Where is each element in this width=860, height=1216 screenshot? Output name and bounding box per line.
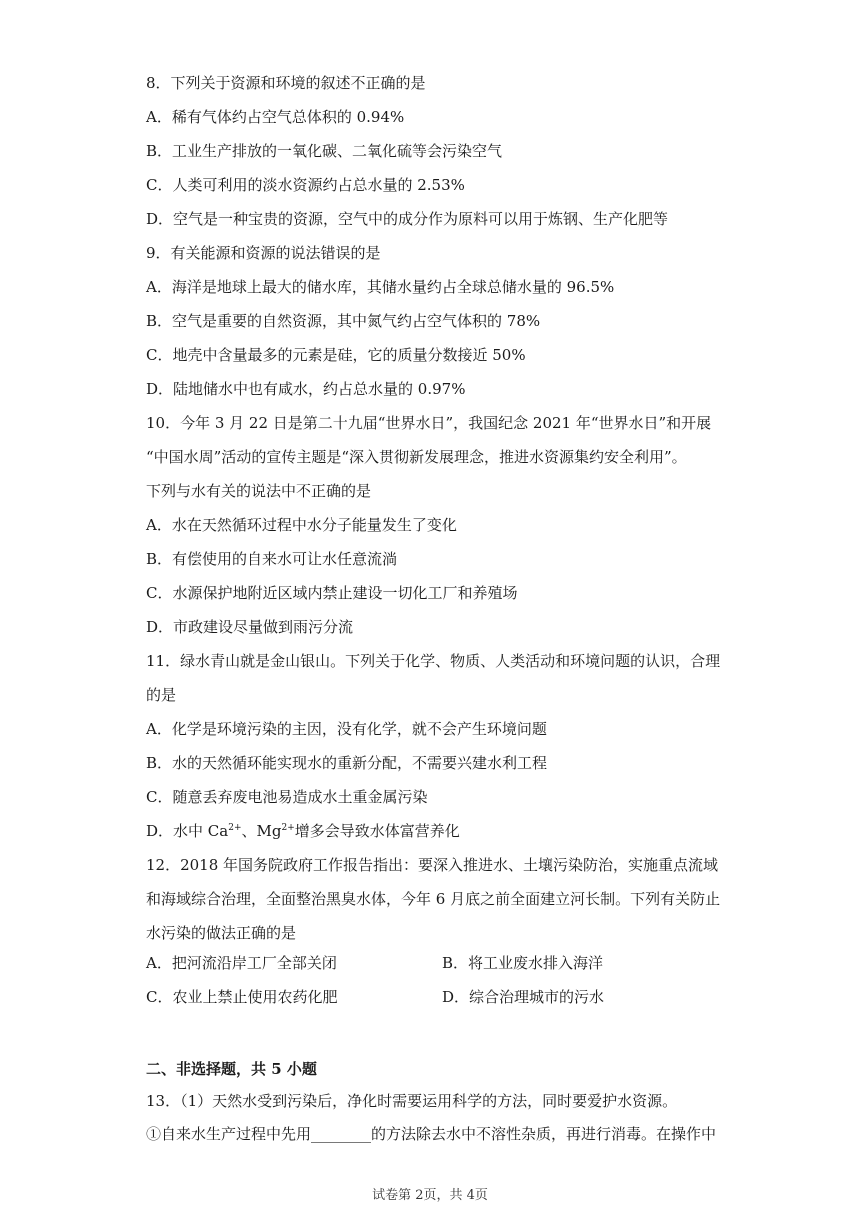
q9-option-a: A．海洋是地球上最大的储水库，其储水量约占全球总储水量的 96.5% <box>146 278 615 296</box>
q11-option-c: C．随意丢弃废电池易造成水土重金属污染 <box>146 788 428 806</box>
q11-stem-line2: 的是 <box>146 686 177 704</box>
q10-stem-line3: 下列与水有关的说法中不正确的是 <box>146 482 372 500</box>
page-footer: 试卷第 2页，共 4页 <box>372 1188 488 1203</box>
q11-option-b: B．水的天然循环能实现水的重新分配，不需要兴建水利工程 <box>146 754 548 772</box>
q12-option-b: B．将工业废水排入海洋 <box>442 954 604 972</box>
q9-option-b: B．空气是重要的自然资源，其中氮气约占空气体积的 78% <box>146 312 541 330</box>
q8-option-a: A．稀有气体约占空气总体积的 0.94% <box>146 108 405 126</box>
q8-stem: 8．下列关于资源和环境的叙述不正确的是 <box>146 74 426 92</box>
q11-option-d-mid: 、Mg <box>241 822 282 840</box>
q13-line2: ①自来水生产过程中先用________的方法除去水中不溶性杂质，再进行消毒。在操作中 <box>146 1125 717 1143</box>
q11-option-d-prefix: D．水中 Ca <box>146 822 229 840</box>
q13-line1: 13．（1）天然水受到污染后，净化时需要运用科学的方法，同时要爱护水资源。 <box>146 1092 678 1110</box>
q8-option-b: B．工业生产排放的一氧化碳、二氧化硫等会污染空气 <box>146 142 503 160</box>
q12-stem-line3: 水污染的做法正确的是 <box>146 924 297 942</box>
q12-stem-line2: 和海域综合治理，全面整治黑臭水体，今年 6 月底之前全面建立河长制。下列有关防止 <box>146 890 721 908</box>
q9-stem: 9．有关能源和资源的说法错误的是 <box>146 244 381 262</box>
q10-option-b: B．有偿使用的自来水可让水任意流淌 <box>146 550 398 568</box>
q11-option-d <box>146 821 460 841</box>
q9-option-c: C．地壳中含量最多的元素是硅，它的质量分数接近 50% <box>146 346 526 364</box>
q9-option-d: D．陆地储水中也有咸水，约占总水量的 0.97% <box>146 380 466 398</box>
q10-stem-line1: 10．今年 3 月 22 日是第二十九届“世界水日”，我国纪念 2021 年“世界水日”和开展 <box>146 414 712 432</box>
q11-option-a: A．化学是环境污染的主因，没有化学，就不会产生环境问题 <box>146 720 547 738</box>
q10-option-a: A．水在天然循环过程中水分子能量发生了变化 <box>146 516 457 534</box>
q12-option-a: A．把河流沿岸工厂全部关闭 <box>146 954 337 972</box>
calcium-charge: 2+ <box>228 823 242 833</box>
q10-option-d: D．市政建设尽量做到雨污分流 <box>146 618 354 636</box>
q10-option-c: C．水源保护地附近区域内禁止建设一切化工厂和养殖场 <box>146 584 518 602</box>
q11-stem-line1: 11．绿水青山就是金山银山。下列关于化学、物质、人类活动和环境问题的认识，合理 <box>146 652 721 670</box>
magnesium-charge: 2+ <box>281 823 295 833</box>
q12-option-d: D．综合治理城市的污水 <box>442 988 605 1006</box>
q10-stem-line2: “中国水周”活动的宣传主题是“深入贯彻新发展理念，推进水资源集约安全利用”。 <box>146 448 687 466</box>
section-heading: 二、非选择题，共 5 小题 <box>146 1060 317 1078</box>
q8-option-d: D．空气是一种宝贵的资源，空气中的成分作为原料可以用于炼钢、生产化肥等 <box>146 210 669 228</box>
q11-option-d-suffix: 增多会导致水体富营养化 <box>294 822 460 840</box>
q8-option-c: C．人类可利用的淡水资源约占总水量的 2.53% <box>146 176 465 194</box>
q12-stem-line1: 12．2018 年国务院政府工作报告指出：要深入推进水、土壤污染防治，实施重点流域 <box>146 856 719 874</box>
q12-option-c: C．农业上禁止使用农药化肥 <box>146 988 338 1006</box>
